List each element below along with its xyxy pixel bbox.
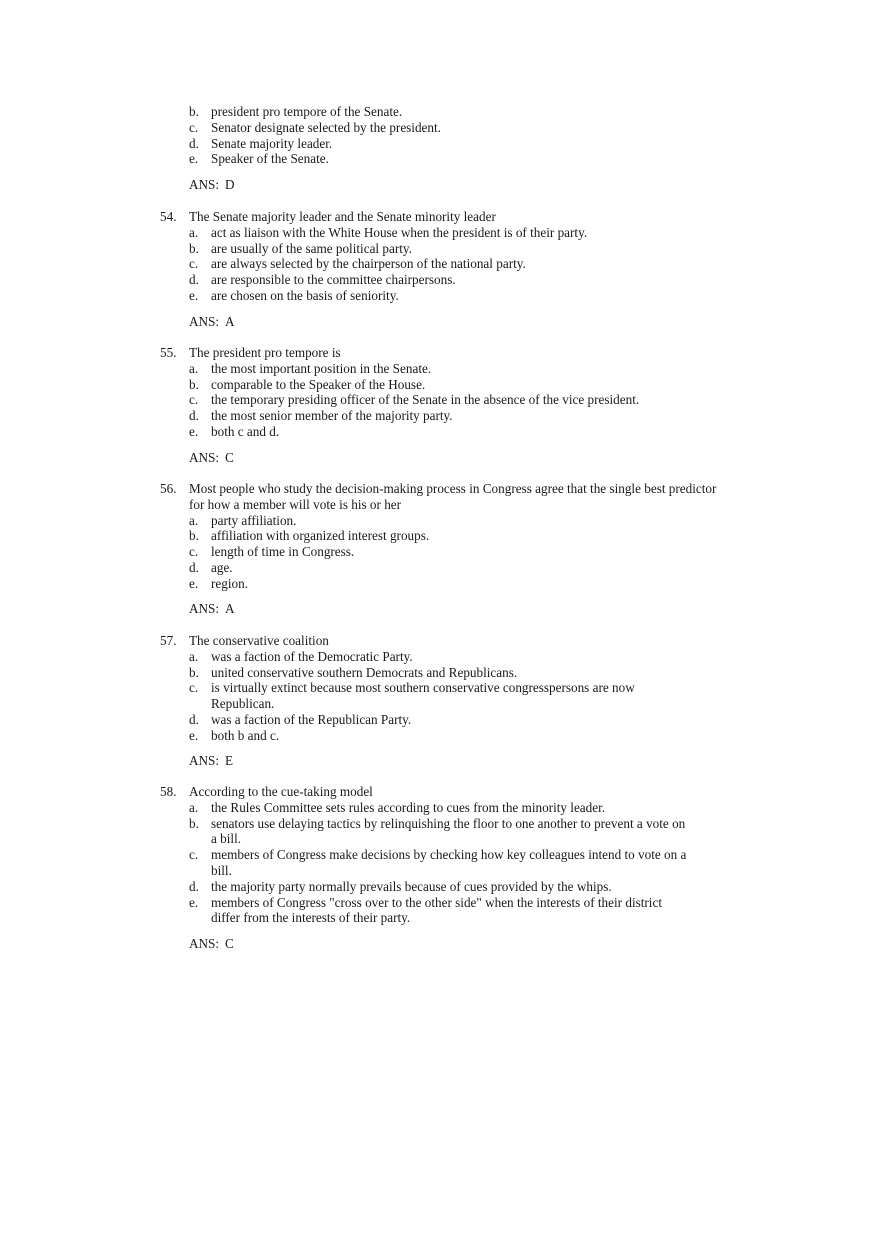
option-text: are responsible to the committee chairpersons. [211,272,456,288]
option-letter: e. [189,423,199,439]
question-56 [160,481,760,592]
question-text: The conservative coalition [189,633,329,648]
question-stem [160,633,760,649]
option-c [189,847,760,879]
question-number: 58. [160,784,177,799]
question-number: 57. [160,633,177,648]
option-text: Senator designate selected by the president. [211,119,441,135]
option-letter: b. [189,664,199,680]
answer-line [189,314,235,330]
answer-key: A [225,601,235,616]
option-text: length of time in Congress. [211,544,355,560]
option-letter: c. [189,392,199,408]
option-text: age. [211,559,233,575]
option-c [189,392,760,408]
option-b [189,528,760,544]
option-text: president pro tempore of the Senate. [211,104,403,119]
option-c [189,680,760,712]
option-letter: e. [189,287,199,303]
option-text: the most important position in the Senate. [211,360,432,376]
option-letter: e. [189,151,199,167]
question-55 [160,345,760,440]
option-text: was a faction of the Democratic Party. [211,648,413,664]
option-text: affiliation with organized interest groups. [211,528,430,544]
option-text: are usually of the same political party. [211,240,412,256]
option-e [189,576,760,592]
answer-line [189,450,234,466]
question-54 [160,209,760,304]
option-text: party affiliation. [211,512,297,528]
answer-key: A [225,314,235,329]
option-text-line-2: bill. [211,862,232,878]
option-letter: b. [189,376,199,392]
question-57 [160,633,760,744]
question-text-line-2: for how a member will vote is his or her [189,496,402,512]
option-text: the most senior member of the majority party. [211,408,453,424]
option-letter: d. [189,878,199,894]
answer-label: ANS: [189,450,220,465]
option-letter: c. [189,119,199,135]
option-letter: b. [189,240,199,256]
option-d [189,560,760,576]
option-text: both c and d. [211,423,280,439]
question-text-line-1: Most people who study the decision-making process in Congress agree that the single best predictor [189,481,717,496]
option-d [189,879,760,895]
option-text-line-2: differ from the interests of their party. [211,910,411,926]
answer-line [189,177,235,193]
option-letter: b. [189,528,199,544]
option-d [189,408,760,424]
option-letter: a. [189,648,199,664]
question-stem [160,784,760,800]
answer-key: E [225,753,234,768]
answer-line [189,753,233,769]
option-letter: c. [189,544,199,560]
option-text: region. [211,575,248,591]
option-letter: d. [189,711,199,727]
option-text: comparable to the Speaker of the House. [211,376,426,392]
option-text: Speaker of the Senate. [211,151,329,167]
option-text-line-1: is virtually extinct because most southern conservative congresspersons are now [211,680,635,696]
option-letter: b. [189,815,199,831]
question-number: 55. [160,345,177,360]
option-letter: d. [189,408,199,424]
option-letter: a. [189,224,199,240]
option-text-line-1: members of Congress make decisions by checking how key colleagues intend to vote on a [211,847,687,863]
option-letter: c. [189,256,199,272]
answer-line [189,601,235,617]
option-a [189,649,760,665]
option-a [189,225,760,241]
answer-label: ANS: [189,601,220,616]
option-e [189,895,760,927]
option-text: are chosen on the basis of seniority. [211,287,399,303]
question-text: The Senate majority leader and the Senate minority leader [189,209,496,224]
option-text: Senate majority leader. [211,135,333,151]
option-text: united conservative southern Democrats and Republicans. [211,664,518,680]
option-letter: c. [189,847,199,863]
answer-label: ANS: [189,314,220,329]
answer-label: ANS: [189,936,220,951]
option-text-line-2: a bill. [211,831,242,847]
option-b [189,816,760,848]
question-stem [160,209,760,225]
option-letter: c. [189,680,199,696]
question-58 [160,784,760,926]
question-stem [160,345,760,361]
option-b [189,665,760,681]
option-e [189,424,760,440]
question-text: The president pro tempore is [189,345,341,360]
option-d [189,136,760,152]
option-e [189,151,760,167]
question-text: According to the cue-taking model [189,784,373,799]
option-text: the temporary presiding officer of the Senate in the absence of the vice president. [211,392,640,408]
answer-line [189,936,234,952]
option-letter: a. [189,360,199,376]
option-letter: b. [189,104,199,119]
option-c [189,120,760,136]
option-a [189,361,760,377]
option-b [189,377,760,393]
option-text: the Rules Committee sets rules according to cues from the minority leader. [211,799,606,815]
option-letter: e. [189,727,199,743]
option-text: act as liaison with the White House when the president is of their party. [211,224,588,240]
option-a [189,800,760,816]
option-letter: a. [189,799,199,815]
question-53-continuation [160,104,760,167]
option-c [189,544,760,560]
option-text: was a faction of the Republican Party. [211,711,412,727]
option-e [189,288,760,304]
option-letter: d. [189,135,199,151]
option-c [189,256,760,272]
answer-key: C [225,936,234,951]
option-text-line-1: senators use delaying tactics by relinquishing the floor to one another to prevent a vote on [211,815,686,831]
option-text-line-1: members of Congress "cross over to the other side" when the interests of their district [211,894,662,910]
option-text-line-2: Republican. [211,696,275,712]
question-number: 56. [160,481,177,496]
option-letter: a. [189,512,199,528]
option-letter: e. [189,894,199,910]
answer-label: ANS: [189,177,220,192]
option-text: the majority party normally prevails because of cues provided by the whips. [211,878,612,894]
question-stem [160,481,760,513]
option-b [189,104,760,120]
option-letter: d. [189,272,199,288]
option-b [189,241,760,257]
answer-key: D [225,177,235,192]
option-a [189,513,760,529]
option-d [189,272,760,288]
answer-label: ANS: [189,753,220,768]
option-letter: e. [189,575,199,591]
option-e [189,728,760,744]
option-d [189,712,760,728]
question-number: 54. [160,209,177,224]
option-text: both b and c. [211,727,280,743]
answer-key: C [225,450,234,465]
option-letter: d. [189,559,199,575]
option-text: are always selected by the chairperson of the national party. [211,256,526,272]
